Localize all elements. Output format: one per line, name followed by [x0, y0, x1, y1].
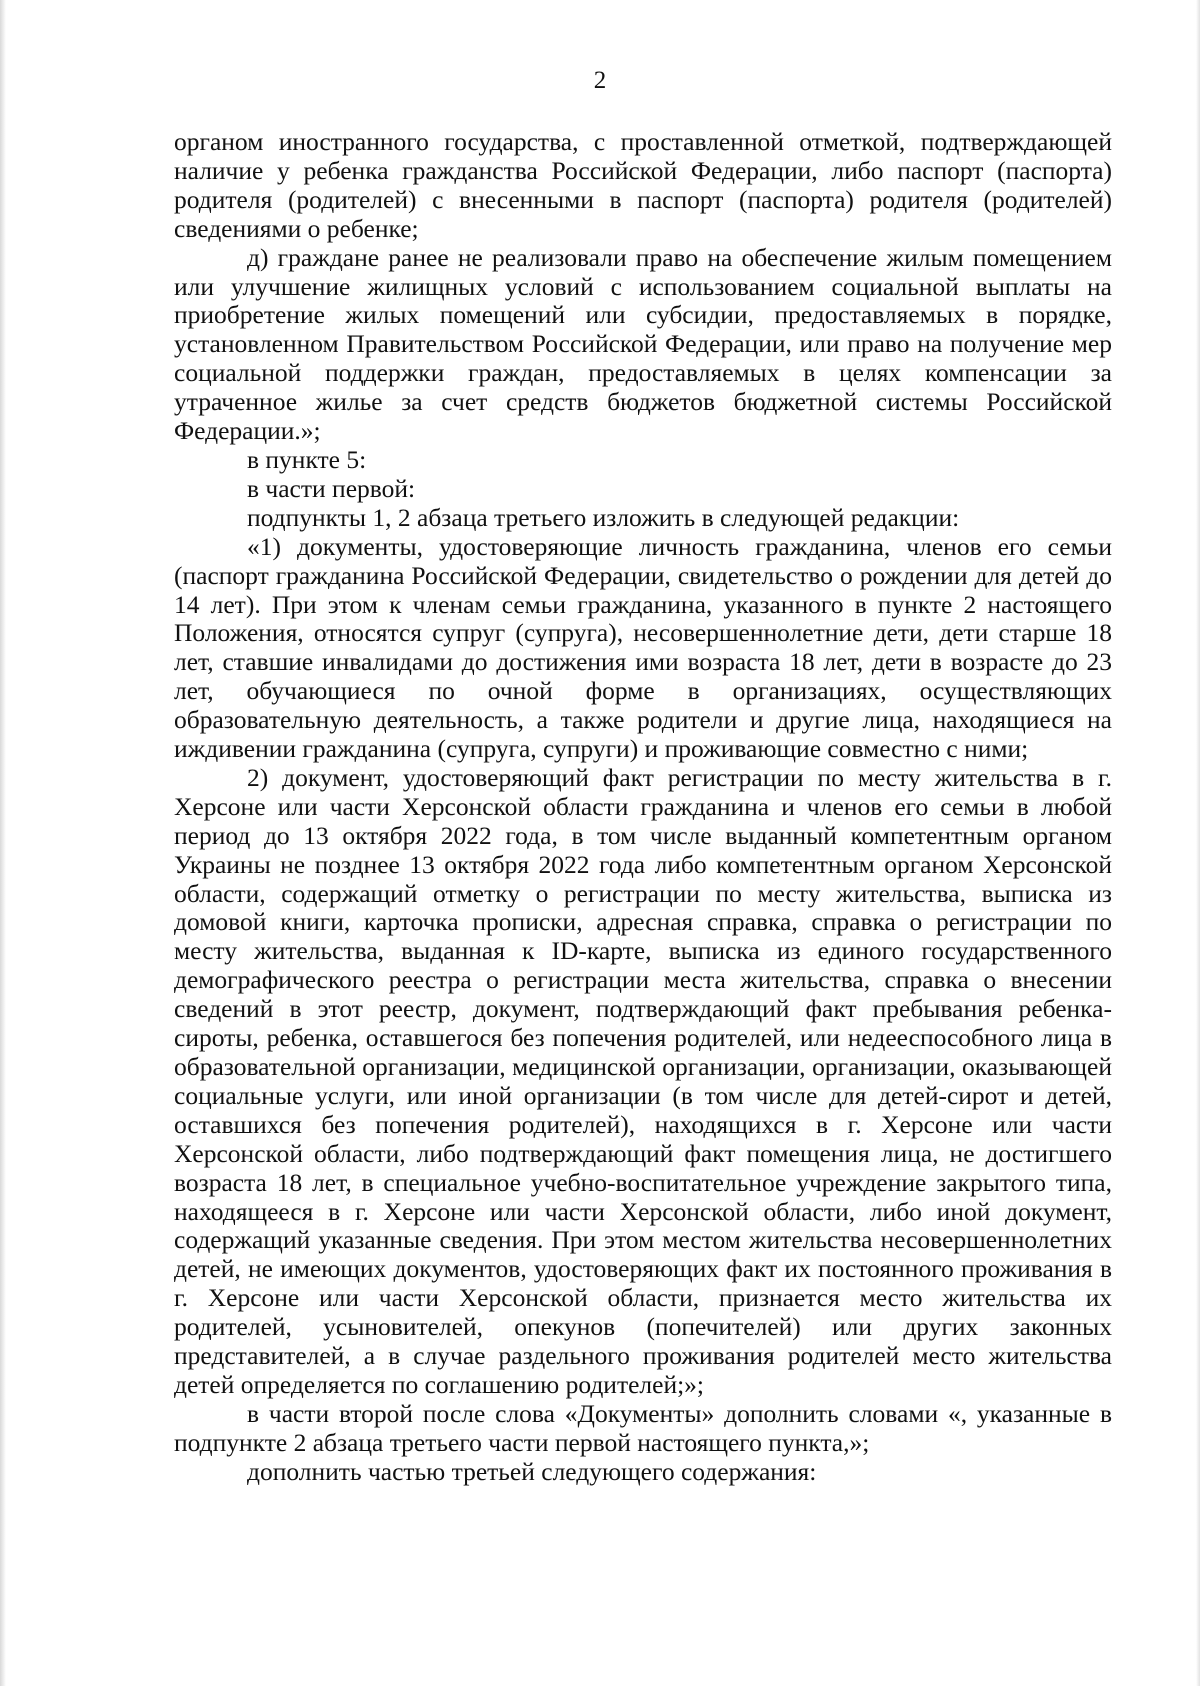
document-body [174, 128, 1112, 1487]
paragraph-subpoint-1: «1) документы, удостоверяющие личность гражданина, членов его семьи (паспорт гражданина Российской Федерации, свидетельство о рождении для детей до 14 лет). При этом к членам семьи гражданина, указанного в пункте 2 настоящего Положения, относятся супруг (супруга), несовершеннолетние дети, дети старше 18 лет, ставшие инвалидами до достижения ими возраста 18 лет, дети в возрасте до 23 лет, обучающиеся по очной форме в организациях, осуществляющих образовательную деятельность, а также родители и другие лица, находящиеся на иждивении гражданина (супруга, супруги) и проживающие совместно с ними; [174, 531, 1112, 764]
paragraph-continuation: органом иностранного государства, с проставленной отметкой, подтверждающей наличие у ребенка гражданства Российской Федерации, либо паспорт (паспорта) родителя (родителей) с внесенными в паспорт (паспорта) родителя (родителей) сведениями о ребенке; [174, 127, 1112, 243]
paragraph-part-one: в части первой: [247, 473, 416, 503]
paragraph-part-two: в части второй после слова «Документы» дополнить словами «, указанные в подпункте 2 абзаца третьего части первой настоящего пункта,»; [174, 1398, 1112, 1457]
paragraph-subpoints-intro: подпункты 1, 2 абзаца третьего изложить в следующей редакции: [247, 502, 960, 532]
page-number: 2 [593, 67, 607, 94]
paragraph-item-d: д) граждане ранее не реализовали право на обеспечение жилым помещением или улучшение жилищных условий с использованием социальной выплаты на приобретение жилых помещений или субсидии, предоставляемых в порядке, установленном Правительством Российской Федерации, или право на получение мер социальной поддержки граждан, предоставляемых в целях компенсации за утраченное жилье за счет средств бюджетов бюджетной системы Российской Федерации.»; [174, 242, 1112, 446]
paragraph-point-5: в пункте 5: [247, 444, 367, 474]
paragraph-subpoint-2: 2) документ, удостоверяющий факт регистрации по месту жительства в г. Херсоне или части Херсонской области гражданина и членов его семьи в любой период до 13 октября 2022 года, в том числе выданный компетентным органом Украины не позднее 13 октября 2022 года либо компетентным органом Херсонской области, содержащий отметку о регистрации по месту жительства, выписка из домовой книги, карточка прописки, адресная справка, справка о регистрации по месту жительства, выданная к ID-карте, выписка из единого государственного демографического реестра о регистрации места жительства, справка о внесении сведений в этот реестр, документ, подтверждающий факт пребывания ребенка-сироты, ребенка, оставшегося без попечения родителей, или недееспособного лица в образовательной организации, медицинской организации, организации, оказывающей социальные услуги, или иной организации (в том числе для детей-сирот и детей, оставшихся без попечения родителей), находящихся в г. Херсоне или части Херсонской области, либо подтверждающий факт помещения лица, не достигшего возраста 18 лет, в специальное учебно-воспитательное учреждение закрытого типа, находящееся в г. Херсоне или части Херсонской области, либо иной документ, содержащий указанные сведения. При этом местом жительства несовершеннолетних детей, не имеющих документов, удостоверяющих факт их постоянного проживания в г. Херсоне или части Херсонской области, признается место жительства их родителей, усыновителей, опекунов (попечителей) или других законных представителей, а в случае раздельного проживания родителей место жительства детей определяется по соглашению родителей;»; [174, 762, 1112, 1399]
paragraph-part-three-intro: дополнить частью третьей следующего содержания: [247, 1456, 817, 1486]
